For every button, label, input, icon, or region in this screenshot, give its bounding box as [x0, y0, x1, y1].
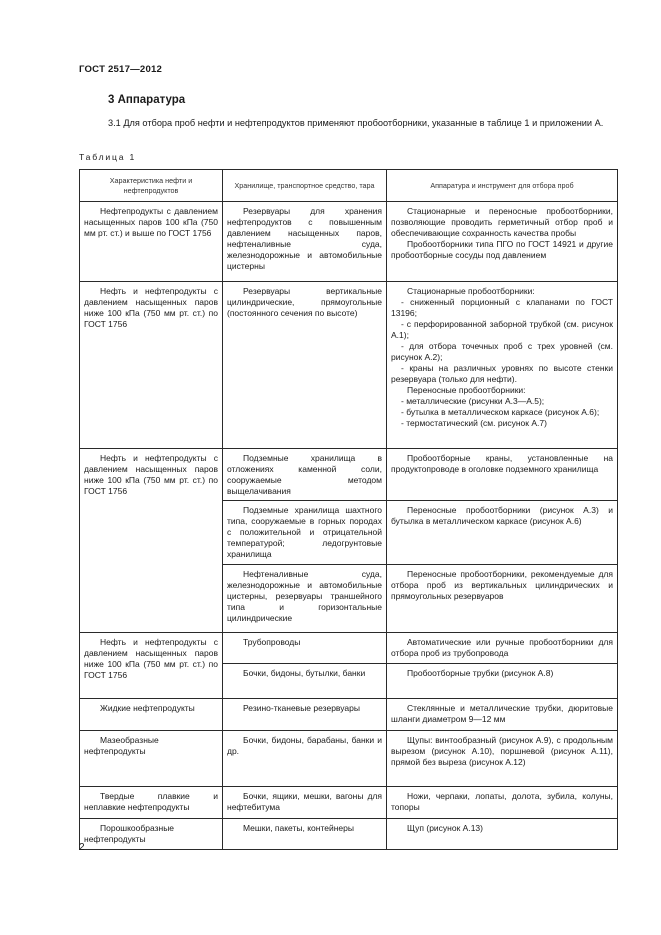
- cell-equipment: Автоматические или ручные пробоотборники для отбора проб из трубопровода: [387, 633, 618, 664]
- cell-equipment: Переносные пробоотборники (рисунок А.3) и бутылка в металлическом каркасе (рисунок А.6): [387, 501, 618, 565]
- table-row: [80, 633, 618, 664]
- cell-equipment: Пробоотборные краны, установленные на продуктопроводе в оголовке подземного хранилища: [387, 449, 618, 501]
- table-row: [80, 449, 618, 501]
- equipment-line: Пробоотборники типа ПГО по ГОСТ 14921 и другие пробоотборные сосуды под давлением: [391, 239, 613, 260]
- equipment-line: - термостатический (см. рисунок А.7): [401, 418, 547, 428]
- cell-product: Нефть и нефтепродукты с давлением насыщенных паров ниже 100 кПа (750 мм рт. ст.) по ГОСТ 1756: [80, 633, 223, 699]
- intro-paragraph: 3.1 Для отбора проб нефти и нефтепродуктов применяют пробоотборники, указанные в таблице 1 и приложении А.: [108, 118, 604, 128]
- cell-equipment: Стеклянные и металлические трубки, дюритовые шланги диаметром 9—12 мм: [387, 699, 618, 731]
- cell-equipment: Ножи, черпаки, лопаты, долота, зубила, колуны, топоры: [387, 787, 618, 819]
- equipment-table: [79, 169, 618, 850]
- table-row: [80, 282, 618, 449]
- cell-product: Порошкообразные нефтепродукты: [80, 819, 223, 850]
- cell-storage: Подземные хранилища в отложениях каменной соли, сооружаемые методом выщелачивания: [223, 449, 387, 501]
- table-header-row: [80, 170, 618, 202]
- cell-storage: Трубопроводы: [223, 633, 387, 664]
- cell-product: Твердые плавкие и неплавкие нефтепродукты: [80, 787, 223, 819]
- header-storage: Хранилище, транспортное средство, тара: [223, 170, 387, 202]
- cell-equipment: Переносные пробоотборники, рекомендуемые для отбора проб из вертикальных цилиндрических и прямоугольных резервуаров: [387, 565, 618, 633]
- page-number: 2: [79, 842, 85, 853]
- equipment-line: Стационарные пробоотборники:: [407, 286, 535, 296]
- cell-product: Жидкие нефтепродукты: [80, 699, 223, 731]
- cell-storage: Бочки, бидоны, бутылки, банки: [223, 664, 387, 699]
- header-equipment: Аппаратура и инструмент для отбора проб: [387, 170, 618, 202]
- cell-storage: Бочки, ящики, мешки, вагоны для нефтебитума: [223, 787, 387, 819]
- cell-product: Нефть и нефтепродукты с давлением насыщенных паров ниже 100 кПа (750 мм рт. ст.) по ГОСТ 1756: [80, 282, 223, 449]
- cell-equipment: Щупы: винтообразный (рисунок А.9), с продольным вырезом (рисунок А.10), поршневой (рисунок А.11), прямой без выреза (рисунок А.12): [387, 731, 618, 787]
- equipment-line: - металлические (рисунки А.3—А.5);: [401, 396, 545, 406]
- section-title: 3 Аппаратура: [108, 94, 186, 106]
- equipment-line: - сниженный порционный с клапанами по ГОСТ 13196;: [391, 297, 613, 318]
- cell-storage: Подземные хранилища шахтного типа, сооружаемые в горных породах с положительной и отрицательной температурой; ледогрунтовые хранилища: [223, 501, 387, 565]
- equipment-line: - с перфорированной заборной трубкой (см. рисунок А.1);: [391, 319, 613, 340]
- cell-storage: Резервуары вертикальные цилиндрические, прямоугольные (постоянного сечения по высоте): [223, 282, 387, 449]
- cell-equipment: [387, 282, 618, 449]
- header-product: Характеристика нефти и нефтепродуктов: [80, 170, 223, 202]
- cell-equipment: Пробоотборные трубки (рисунок А.8): [387, 664, 618, 699]
- cell-product: Нефть и нефтепродукты с давлением насыщенных паров ниже 100 кПа (750 мм рт. ст.) по ГОСТ 1756: [80, 449, 223, 633]
- cell-equipment: [387, 202, 618, 282]
- cell-storage: Резервуары для хранения нефтепродуктов с повышенным давлением насыщенных паров, нефтеналивные суда, железнодорожные и автомобильные цистерны: [223, 202, 387, 282]
- table-row: [80, 731, 618, 787]
- cell-equipment: Щуп (рисунок А.13): [387, 819, 618, 850]
- table-label: Таблица 1: [79, 152, 137, 162]
- cell-storage: Бочки, бидоны, барабаны, банки и др.: [223, 731, 387, 787]
- cell-storage: Резино-тканевые резервуары: [223, 699, 387, 731]
- document-code: ГОСТ 2517—2012: [79, 64, 163, 75]
- equipment-line: - бутылка в металлическом каркасе (рисунок А.6);: [401, 407, 600, 417]
- cell-product: Нефтепродукты с давлением насыщенных паров 100 кПа (750 мм рт. ст.) и выше по ГОСТ 1756: [80, 202, 223, 282]
- cell-storage: Нефтеналивные суда, железнодорожные и автомобильные цистерны, резервуары траншейного типа и горизонтальные цилиндрические: [223, 565, 387, 633]
- equipment-line: - для отбора точечных проб с трех уровней (см. рисунок А.2);: [391, 341, 613, 362]
- equipment-line: Переносные пробоотборники:: [407, 385, 526, 395]
- cell-product: Мазеобразные нефтепродукты: [80, 731, 223, 787]
- table-row: [80, 819, 618, 850]
- equipment-line: Стационарные и переносные пробоотборники, позволяющие проводить герметичный отбор проб и обеспечивающие сохранность качества пробы: [391, 206, 613, 238]
- table-row: [80, 787, 618, 819]
- cell-storage: Мешки, пакеты, контейнеры: [223, 819, 387, 850]
- table-row: [80, 202, 618, 282]
- table-row: [80, 699, 618, 731]
- equipment-line: - краны на различных уровнях по высоте стенки резервуара (только для нефти).: [391, 363, 613, 384]
